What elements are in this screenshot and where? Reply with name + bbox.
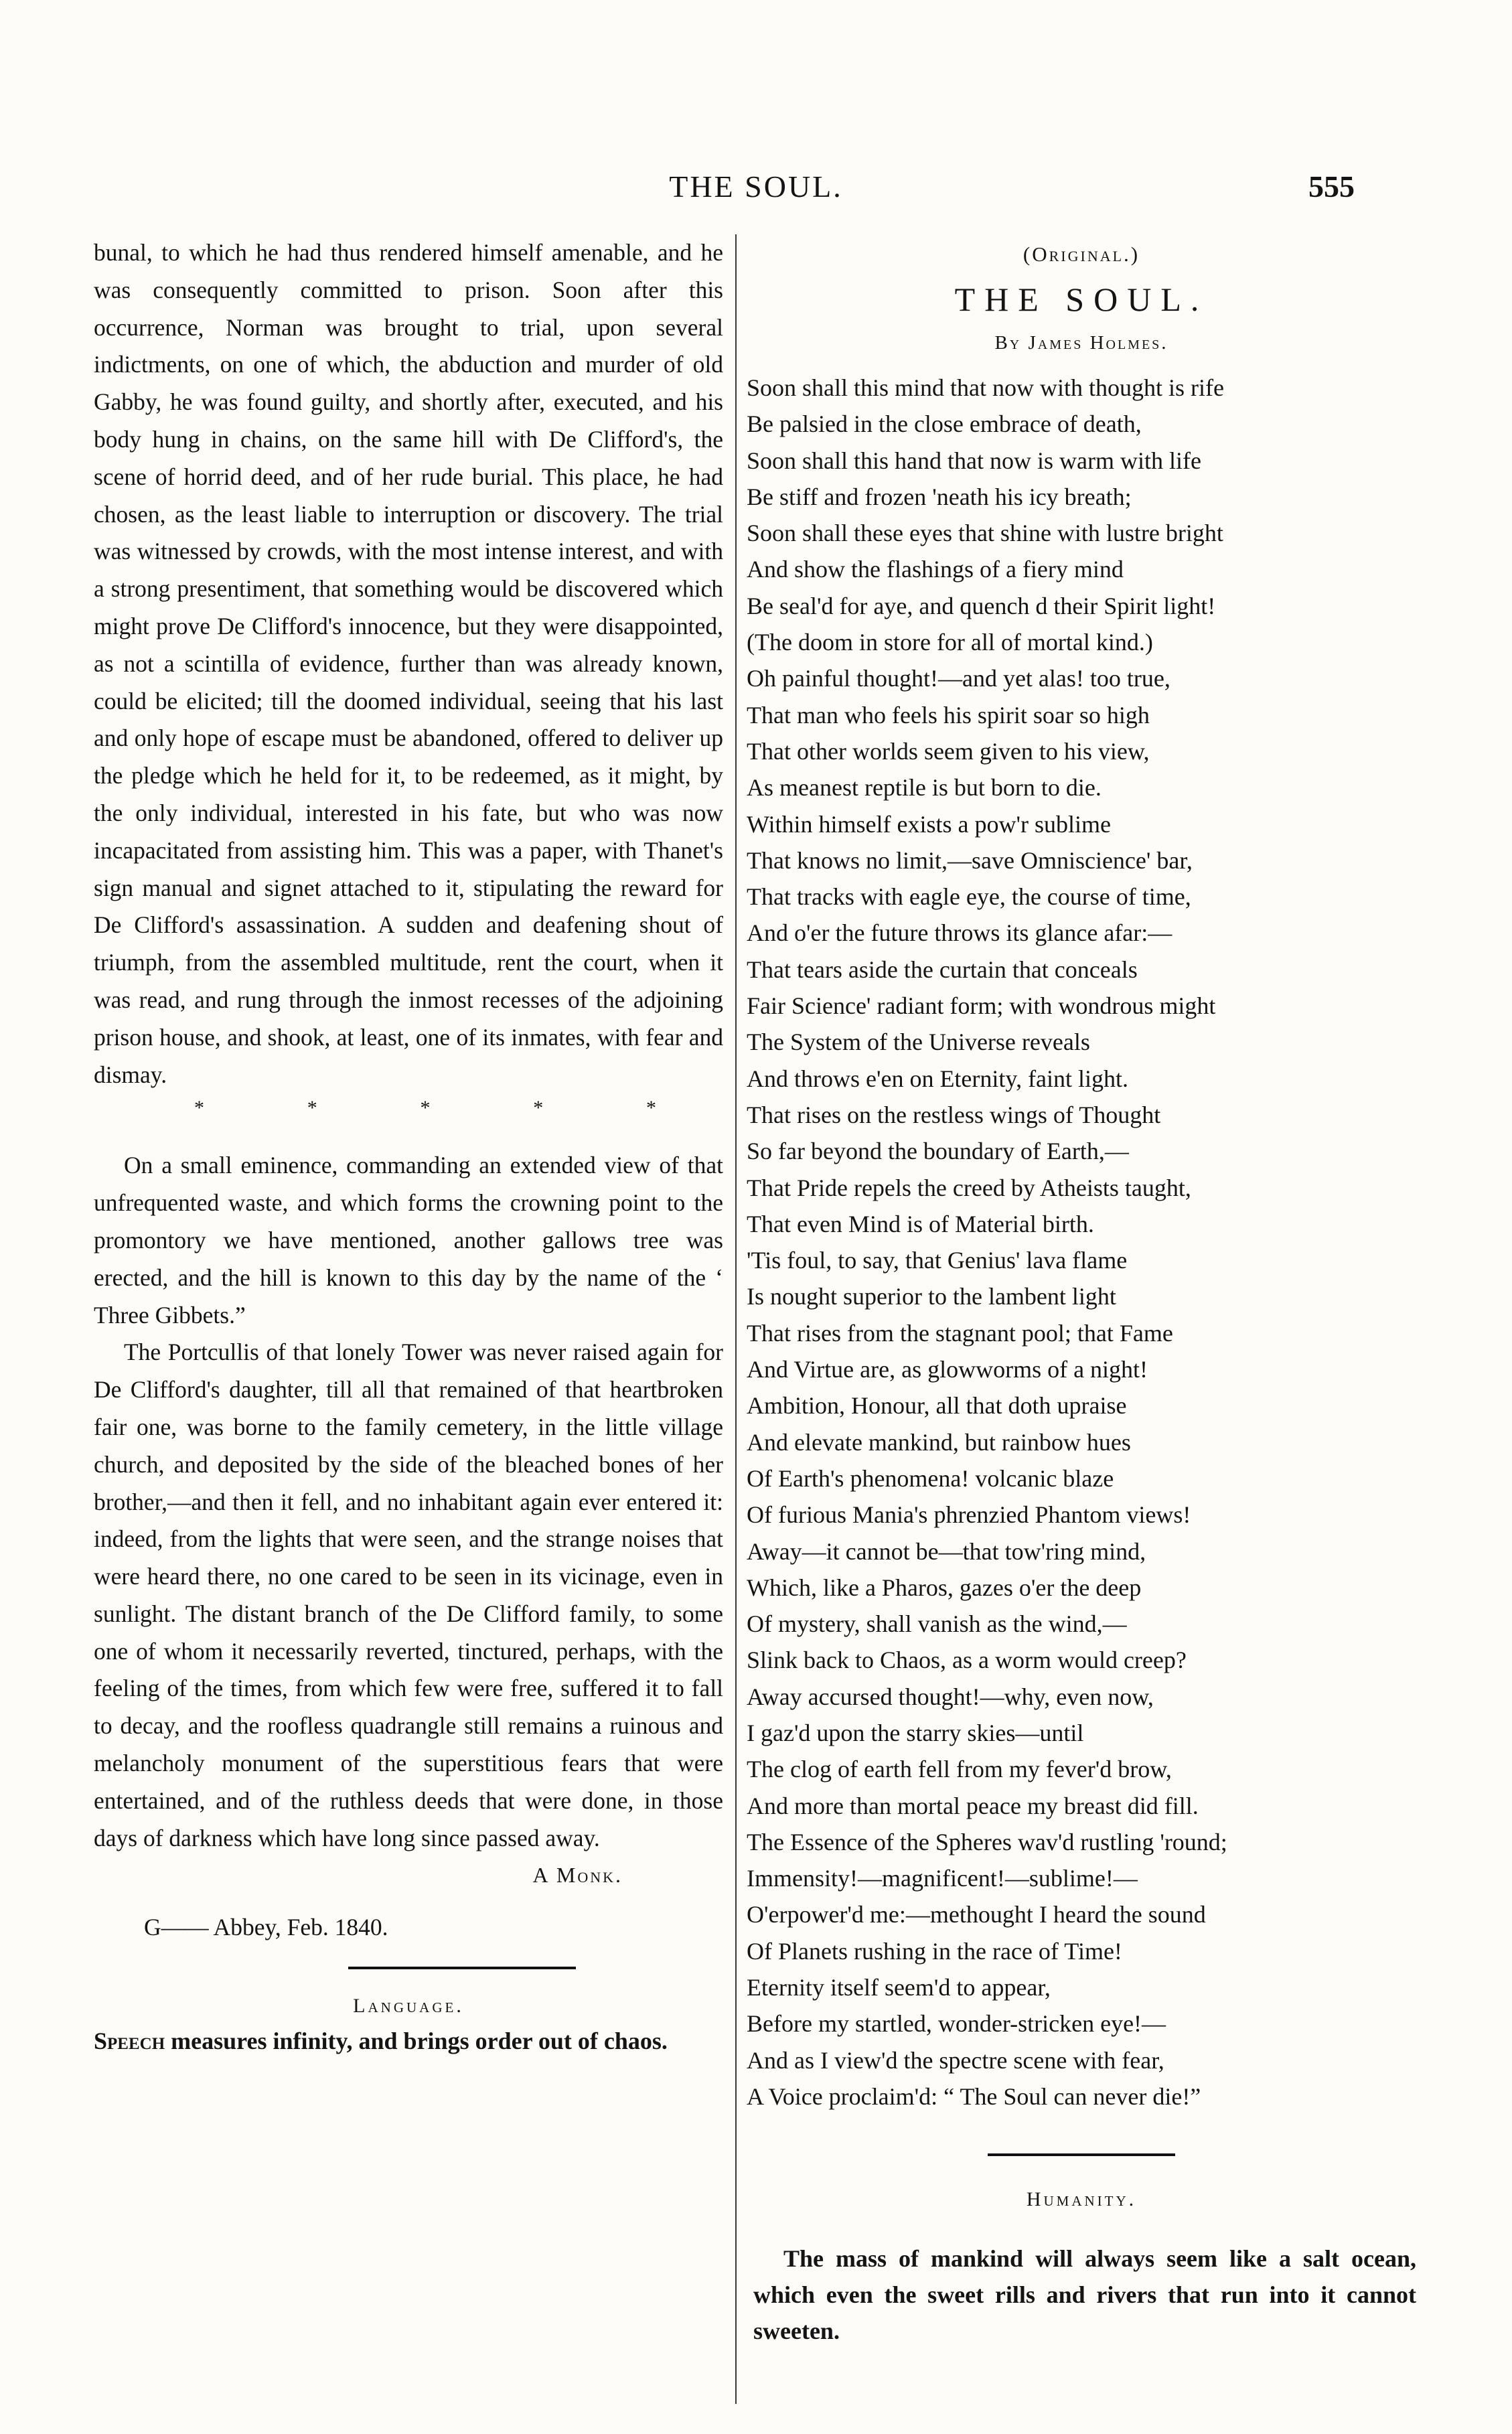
section-rule	[348, 1967, 576, 1969]
poem-line: Oh painful thought!—and yet alas! too true,	[747, 665, 1170, 692]
poem-line: The clog of earth fell from my fever'd brow,	[747, 1756, 1172, 1783]
poem-line: Within himself exists a pow'r sublime	[747, 810, 1111, 838]
poem-line: And o'er the future throws its glance afar:—	[747, 919, 1173, 947]
poem-line: That tracks with eagle eye, the course of time,	[747, 883, 1191, 911]
poem-line: Of furious Mania's phrenzied Phantom views!	[747, 1501, 1191, 1529]
story-paragraph-3: The Portcullis of that lonely Tower was never raised again for De Clifford's daughter, till all that remained of that heartbroken fair one, was borne to the family cemetery, in the little village church, and deposited by the side of the bleached bones of her brother,—and then it fell, and no inhabitant again ever entered it: indeed, from the lights that were seen, and the strange noises that were heard there, no one cared to be seen in its vicinage, even in sunlight. The distant branch of the De Clifford family, to some one of whom it necessarily reverted, tinctured, perhaps, with the feeling of the times, from which few were free, suffered it to fall to decay, and the roofless quadrangle still remains a ruinous and melancholy monument of the superstitious fears that were entertained, and of the ruthless deeds that were done, in those days of darkness which have long since passed away.	[94, 1339, 723, 1851]
poem-byline: By James Holmes.	[994, 332, 1168, 354]
poem-line: I gaz'd upon the starry skies—until	[747, 1719, 1084, 1746]
author-signature: A Monk.	[532, 1863, 623, 1888]
poem-line: (The doom in store for all of mortal kind.)	[747, 629, 1153, 656]
place-date: G—— Abbey, Feb. 1840.	[144, 1914, 388, 1941]
language-lead-word: Speech	[94, 2028, 165, 2055]
language-body: measures infinity, and brings order out of chaos.	[165, 2028, 668, 2055]
poem-line: Ambition, Honour, all that doth upraise	[747, 1392, 1127, 1420]
poem-line: O'erpower'd me:—methought I heard the sound	[747, 1901, 1206, 1928]
poem-line: 'Tis foul, to say, that Genius' lava flame	[747, 1247, 1128, 1274]
poem-line: Be palsied in the close embrace of death,	[747, 410, 1142, 438]
poem-line: Soon shall this mind that now with thought is rife	[747, 374, 1224, 401]
poem-line: That Pride repels the creed by Atheists taught,	[747, 1174, 1191, 1201]
humanity-text: The mass of mankind will always seem like a salt ocean, which even the sweet rills and rivers that run into it cannot sweeten.	[753, 2245, 1416, 2345]
poem-line: So far beyond the boundary of Earth,—	[747, 1138, 1129, 1165]
poem-line: The Essence of the Spheres wav'd rustling 'round;	[747, 1828, 1227, 1855]
poem-line: That knows no limit,—save Omniscience' bar,	[747, 846, 1193, 874]
poem-line: As meanest reptile is but born to die.	[747, 774, 1102, 802]
poem-line: Is nought superior to the lambent light	[747, 1283, 1116, 1310]
poem-line: That tears aside the curtain that conceals	[747, 956, 1138, 983]
poem-line: Be stiff and frozen 'neath his icy breath;	[747, 483, 1132, 510]
star: *	[307, 1097, 317, 1120]
poem-line: That rises from the stagnant pool; that Fame	[747, 1319, 1173, 1347]
poem-line: That even Mind is of Material birth.	[747, 1210, 1094, 1237]
poem-line: Of mystery, shall vanish as the wind,—	[747, 1610, 1127, 1638]
poem-line: Soon shall this hand that now is warm with life	[747, 447, 1201, 474]
poem-line: Of Planets rushing in the race of Time!	[747, 1937, 1122, 1965]
language-text	[94, 2023, 723, 2059]
left-column	[94, 234, 723, 2059]
poem-line: That rises on the restless wings of Thought	[747, 1101, 1161, 1128]
poem-line: And Virtue are, as glowworms of a night!	[747, 1356, 1148, 1383]
poem-title: THE SOUL.	[954, 281, 1209, 318]
poem-body	[747, 370, 1416, 2115]
star: *	[533, 1097, 544, 1120]
poem-line: Fair Science' radiant form; with wondrous might	[747, 992, 1216, 1020]
story-paragraph-2: On a small eminence, commanding an extended view of that unfrequented waste, and which forms the crowning point to the promontory we have mentioned, another gallows tree was erected, and the hill is known to this day by the name of the ‘ Three Gibbets.”	[94, 1152, 723, 1328]
language-heading: Language.	[353, 1995, 464, 2018]
poem-line: Slink back to Chaos, as a worm would creep?	[747, 1647, 1187, 1674]
poem-line: And more than mortal peace my breast did fill.	[747, 1792, 1199, 1819]
star: *	[646, 1097, 656, 1120]
poem-line: Away—it cannot be—that tow'ring mind,	[747, 1537, 1146, 1565]
poem-line: Away accursed thought!—why, even now,	[747, 1683, 1154, 1710]
poem-line: And as I view'd the spectre scene with fear,	[747, 2046, 1164, 2074]
poem-line: Be seal'd for aye, and quench d their Spirit light!	[747, 592, 1216, 619]
star: *	[194, 1097, 204, 1120]
poem-line: And show the flashings of a fiery mind	[747, 556, 1124, 583]
section-break-stars	[194, 1096, 656, 1120]
page-number: 555	[1308, 169, 1355, 204]
column-divider	[735, 234, 737, 2404]
poem-line: Eternity itself seem'd to appear,	[747, 1974, 1051, 2001]
page-header	[0, 169, 1512, 216]
poem-line: That other worlds seem given to his view,	[747, 737, 1150, 765]
poem-line: Immensity!—magnificent!—sublime!—	[747, 1865, 1138, 1892]
star: *	[420, 1097, 431, 1120]
poem-line: A Voice proclaim'd: “ The Soul can never die!”	[747, 2082, 1201, 2110]
poem-line: And elevate mankind, but rainbow hues	[747, 1428, 1131, 1456]
running-title: THE SOUL.	[669, 169, 843, 204]
humanity-heading: Humanity.	[1026, 2188, 1137, 2211]
poem-line: And throws e'en on Eternity, faint light.	[747, 1065, 1129, 1092]
original-label: (Original.)	[1023, 242, 1140, 266]
story-paragraph-1: bunal, to which he had thus rendered himself amenable, and he was consequently committed to prison. Soon after this occurrence, Norman was brought to trial, upon several indictments, on one of which, the abduction and murder of old Gabby, he was found guilty, and shortly after, executed, and his body hung in chains, on the same hill with De Clifford's, the scene of horrid deed, and of her rude burial. This place, he had chosen, as the least liable to interruption or discovery. The trial was witnessed by crowds, with the most intense interest, and with a strong presentiment, that something would be discovered which might prove De Clifford's innocence, but they were disappointed, as not a scintilla of evidence, further than was already known, could be elicited; till the doomed individual, seeing that his last and only hope of escape must be abandoned, offered to deliver up the pledge which he held for it, to be redeemed, as it might, by the only individual, interested in his fate, but who was now incapacitated from assisting him. This was a paper, with Thanet's sign manual and signet attached to it, stipulating the reward for De Clifford's assassination. A sudden and deafening shout of triumph, from the assembled multitude, rent the court, when it was read, and rung through the inmost recesses of the adjoining prison house, and shook, at least, one of its inmates, with fear and dismay.	[94, 239, 723, 1088]
poem-line: Before my startled, wonder-stricken eye!—	[747, 2010, 1166, 2038]
section-rule	[988, 2153, 1175, 2156]
right-column	[747, 234, 1416, 2373]
poem-line: Soon shall these eyes that shine with lustre bright	[747, 520, 1223, 547]
poem-line: That man who feels his spirit soar so high	[747, 701, 1150, 729]
poem-line: The System of the Universe reveals	[747, 1029, 1090, 1056]
poem-line: Which, like a Pharos, gazes o'er the deep	[747, 1574, 1142, 1601]
poem-line: Of Earth's phenomena! volcanic blaze	[747, 1464, 1114, 1492]
